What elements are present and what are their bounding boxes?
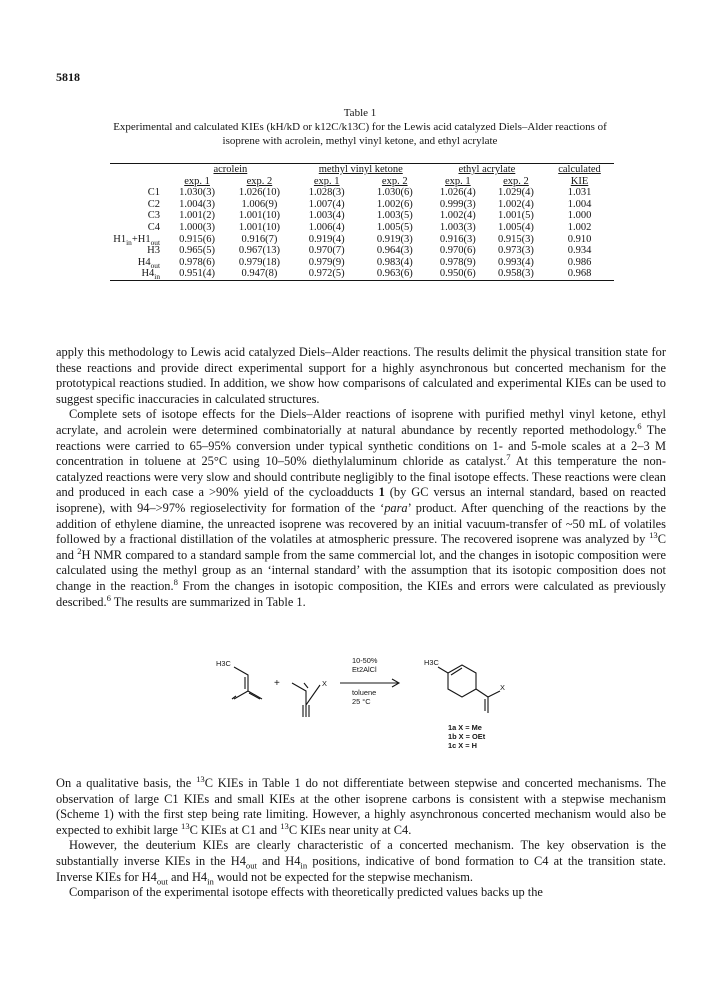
scheme-h3c-right: H3C — [424, 658, 439, 667]
subheader: exp. 1 — [313, 175, 340, 187]
row-label: C1 — [147, 187, 160, 199]
table-cell: 0.963(6) — [361, 268, 429, 280]
table-cell: 1.002(6) — [376, 198, 413, 210]
table-cell: 0.999(3) — [439, 198, 476, 210]
table-caption: Experimental and calculated KIEs (kH/kD or k12C/k13C) for the Lewis acid catalyzed Diels–Alder reactions of isoprene with acrolein, methyl vinyl ketone, and ethyl acrylate — [113, 121, 607, 147]
scheme-condition-temperature: 25 °C — [352, 697, 371, 706]
table-cell: 1.006(9) — [241, 198, 278, 210]
paragraph-4: However, the deuterium KIEs are clearly characteristic of a concerted mechanism. The key observation is the substantially inverse KIEs in the $H4_{out}$ and $H4_{in}$ positions, indicative of bond formation to C4 at the transition state. Inverse KIEs for $H4_{out}$ and $H4_{in}$ would not be expected for the stepwise mechanism. — [56, 838, 666, 887]
table-row — [110, 187, 614, 199]
scheme-condition-catalyst-amount: 10-50% — [352, 656, 378, 665]
table-cell: 1.001(10) — [238, 221, 280, 233]
ref-superscript: 6 — [637, 420, 642, 431]
ref-superscript: 7 — [506, 452, 511, 463]
reaction-scheme — [216, 655, 526, 773]
table-cell: 1.003(5) — [376, 210, 413, 222]
row-label: C2 — [147, 198, 160, 210]
table-cell: 0.978(6) — [179, 256, 215, 268]
table-cell: 0.968 — [545, 268, 614, 280]
table-row — [110, 199, 614, 211]
table-cell: 0.979(9) — [308, 256, 345, 268]
table-cell: 0.970(7) — [308, 245, 345, 257]
table-row — [110, 210, 614, 222]
row-label: C3 — [147, 210, 160, 222]
paragraph-1: apply this methodology to Lewis acid catalyzed Diels–Alder reactions. The results delimit the physical transition state for these reactions and provide direct experimental support for a highly asynchronous but concerted mechanism for the prototypical reactions studied. In addition, we show how comparisons of calculated and experimental KIEs can be used to suggest specific inaccuracies in calculated structures. — [56, 345, 666, 406]
table-cell: 1.002 — [567, 221, 592, 233]
row-label: C4 — [147, 221, 160, 233]
page-number: 5818 — [56, 70, 80, 84]
table-cell: 1.003(4) — [308, 210, 345, 222]
scheme-condition-solvent: toluene — [352, 688, 377, 697]
scheme-legend-1a: 1a X = Me — [448, 723, 482, 732]
table-cell: 1.006(4) — [308, 221, 345, 233]
table-cell: 1.029(4) — [498, 187, 534, 199]
table-cell: 0.916(3) — [439, 233, 476, 245]
paragraph-3: On a qualitative basis, the $^{13}$C KIEs in Table 1 do not differentiate between stepwise and concerted mechanisms. The observation of large C1 KIEs and small KIEs at the other isoprene carbons is consistent with a stepwise mechanism (Scheme 1) with the first step being rate limiting. However, a highly asynchronous concerted mechanism would also be expected to exhibit large $^{13}$C KIEs at C1 and $^{13}$C KIEs near unity at C4. — [56, 773, 666, 837]
ref-superscript: 6 — [106, 592, 111, 603]
scheme-legend-1c: 1c X = H — [448, 741, 477, 750]
table-cell: 0.973(3) — [498, 245, 534, 257]
scheme-plus: + — [274, 678, 280, 689]
table-group-header-row — [110, 164, 614, 176]
compound-number: 1 — [378, 485, 385, 500]
table-cell: 1.001(2) — [179, 210, 215, 222]
group-header-calculated: calculated — [545, 164, 614, 176]
table-cell: 0.983(4) — [376, 256, 413, 268]
row-label: $H4_{out}$ — [137, 256, 160, 270]
scheme-x-right: X — [500, 683, 505, 692]
paragraph-5: Comparison of the experimental isotope effects with theoretically predicted values backs up the — [69, 885, 543, 900]
subheader: KIE — [570, 175, 589, 187]
table-cell: 0.915(6) — [179, 233, 215, 245]
table-row — [110, 234, 614, 246]
scheme-condition-catalyst: Et2AlCl — [352, 665, 377, 674]
ref-superscript: 8 — [173, 576, 178, 587]
table-cell: 1.028(3) — [308, 187, 345, 199]
kie-table-body — [110, 187, 614, 280]
table-row — [110, 222, 614, 234]
paragraph-2: Complete sets of isotope effects for the Diels–Alder reactions of isoprene with purified methyl vinyl ketone, ethyl acrylate, and acrolein were determined combinatorially at natural abundance by recently reported methodology.$^6$ The reactions were carried to 65–95% conversion under typical synthetic conditions on 1- and 5-mole scales at a 2–3 M concentration in toluene at 25°C using 10–50% diethylaluminum chloride as catalyst.$^7$ At this temperature the non-catalyzed reactions were very slow and should contribute negligibly to the final isotope effects. These reactions were clean and produced in each case a >90% yield of the cycloadducts 1 (by GC versus an internal standard, based on reacted isoprene), with 94–>97% regioselectivity for formation of the ‘para’ product. After quenching of the reactions by the addition of ethylene diamine, the unreacted isoprene was recovered by an initial vacuum-transfer of ~50 mL of volatiles followed by a fractional distillation of the volatiles at atmospheric pressure. The recovered isoprene was analyzed by $^{13}$C and $^2$H NMR compared to a standard sample from the same commercial lot, and the changes in isotopic composition were calculated using the methyl group as an ‘internal standard’ with the assumption that its isotopic composition does not change in the reaction.$^8$ From the changes in isotopic composition, the KIEs and errors were calculated as previously described.$^6$ The results are summarized in Table 1. — [56, 407, 666, 609]
subheader: exp. 2 — [381, 175, 408, 187]
table-cell: 0.970(6) — [439, 245, 476, 257]
table-cell: 0.910 — [567, 233, 592, 245]
subheader: exp. 2 — [503, 175, 529, 187]
table-cell: 1.026(4) — [439, 187, 476, 199]
table-cell: 1.005(4) — [498, 221, 534, 233]
table-cell: 1.031 — [567, 187, 592, 199]
table-cell: 0.915(3) — [498, 233, 534, 245]
table-title: Table 1 — [343, 107, 377, 119]
table-cell: 1.003(3) — [439, 221, 476, 233]
table-cell: 0.986 — [567, 256, 592, 268]
subheader: exp. 1 — [445, 175, 471, 187]
row-label: H3 — [147, 245, 160, 257]
table-cell: 0.947(8) — [226, 268, 293, 280]
table-cell: 1.007(4) — [308, 198, 345, 210]
table-row — [110, 245, 614, 257]
table-cell: 0.950(6) — [429, 268, 487, 280]
table-cell: 0.919(4) — [308, 233, 345, 245]
scheme-legend-1b: 1b X = OEt — [448, 732, 486, 741]
table-cell: 1.004(3) — [179, 198, 215, 210]
table-cell: 0.958(3) — [487, 268, 545, 280]
table-cell: 1.004 — [567, 198, 592, 210]
table-subheader-row — [110, 176, 614, 188]
body-text-lower — [56, 773, 666, 901]
table-cell: 0.972(5) — [293, 268, 361, 280]
table-cell: 1.030(6) — [376, 187, 413, 199]
body-text — [56, 345, 666, 610]
table-cell: 1.005(5) — [376, 221, 413, 233]
table-row — [110, 268, 614, 280]
group-header-mvk: methyl vinyl ketone — [293, 164, 429, 176]
table-cell: 0.934 — [567, 245, 592, 257]
table-row — [110, 257, 614, 269]
subheader: exp. 2 — [246, 175, 273, 187]
row-label: $H4_{in}$ — [110, 268, 168, 280]
table-cell: 1.002(4) — [439, 210, 476, 222]
scheme-h3c-left: H3C — [216, 659, 231, 668]
group-header-acrolein: acrolein — [168, 164, 293, 176]
table-cell: 1.002(4) — [498, 198, 534, 210]
kie-table — [110, 163, 614, 281]
table-caption-block — [100, 106, 620, 148]
table-cell: 0.919(3) — [376, 233, 413, 245]
table-cell: 1.026(10) — [238, 187, 280, 199]
table-cell: 0.965(5) — [179, 245, 215, 257]
scheme-x-left: X — [322, 679, 327, 688]
table-cell: 1.000(3) — [179, 221, 215, 233]
table-cell: 0.916(7) — [241, 233, 278, 245]
group-header-ethyl-acrylate: ethyl acrylate — [429, 164, 545, 176]
table-cell: 0.978(9) — [439, 256, 476, 268]
row-label: $H1_{in}+H1_{out}$ — [113, 233, 160, 247]
table-cell: 1.001(10) — [238, 210, 280, 222]
subheader: exp. 1 — [184, 175, 210, 187]
table-cell: 1.030(3) — [179, 187, 215, 199]
table-cell: 0.979(18) — [238, 256, 280, 268]
table-cell: 0.967(13) — [238, 245, 280, 257]
table-cell: 1.000 — [567, 210, 592, 222]
table-cell: 0.951(4) — [168, 268, 226, 280]
table-cell: 0.964(3) — [376, 245, 413, 257]
table-cell: 1.001(5) — [498, 210, 534, 222]
table-cell: 0.993(4) — [498, 256, 534, 268]
